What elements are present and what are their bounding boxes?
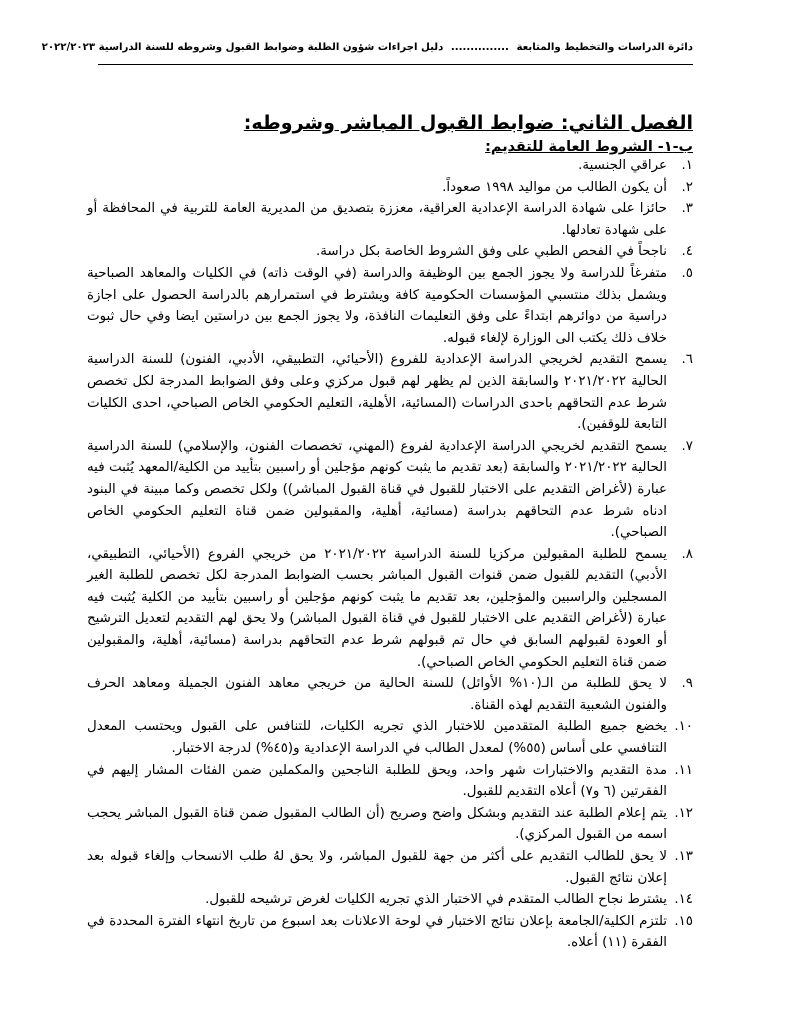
item-number: ١١.	[674, 762, 693, 778]
item-text: يشترط نجاح الطالب المتقدم في الاختبار الذي تجريه الكليات لغرض ترشيحه للقبول.	[205, 892, 667, 908]
item-number: ١٥.	[674, 913, 693, 929]
item-number: ٦.	[681, 352, 693, 368]
list-item	[87, 241, 693, 263]
list-item	[87, 716, 693, 759]
item-number: ٧.	[681, 438, 693, 454]
guide-title: دليل اجراءات شؤون الطلبة وضوابط القبول وشروطه للسنة الدراسية ٢٠٢٢/٢٠٢٣	[41, 42, 444, 53]
item-text: يتم إعلام الطلبة عند التقديم وبشكل واضح وصريح (أن الطالب المقبول ضمن قناة القبول المباشر يحجب اسمه من القبول المركزي).	[87, 805, 667, 843]
header-dots: ...............	[450, 42, 509, 53]
item-number: ٣.	[681, 201, 693, 217]
list-item	[87, 760, 693, 803]
item-text: مدة التقديم والاختبارات شهر واحد، ويحق للطلبة الناجحين والمكملين ضمن الفئات المشار إليهم في الفقرتين (٦ و٧) أعلاه التقديم للقبول.	[87, 762, 667, 800]
item-text: لا يحق للطالب التقديم على أكثر من جهة للقبول المباشر، ولا يحق لهُ طلب الانسحاب وإلغاء قبوله بعد إعلان نتائج القبول.	[87, 849, 667, 886]
header-rule	[98, 64, 693, 65]
item-text: متفرغاً للدراسة ولا يجوز الجمع بين الوظيفة والدراسة (في الوقت ذاته) في الكليات والمعاهد الصباحية ويشمل بذلك منتسبي المؤسسات الحكومية كافة ويشترط في استمرارهم بالدراسة الحصول على اجازة دراسية من دوائرهم ابتداءً على وفق التعليمات النافذة، ولا يجوز الجمع بين دراستين ايضا وفي حال ثبوت خلاف ذلك يكتب الى الوزارة لإلغاء قبوله.	[87, 265, 667, 346]
chapter-title: الفصل الثاني: ضوابط القبول المباشر وشروطه:	[243, 112, 693, 134]
item-text: يسمح التقديم لخريجي الدراسة الإعدادية للفروع (الأحيائي، التطبيقي، الأدبي، الفنون) للسنة الدراسية الحالية ٢٠٢١/٢٠٢٢ والسابقة الذين لم يظهر لهم قبول مركزي وعلى وفق الضوابط المدرجة لكل تخصص شرط عدم التحاقهم باحدى الدراسات (المسائية، الأهلية، التعليم الحكومي الخاص الصباحي، احدى الكليات التابعة للوقفين).	[87, 352, 667, 433]
item-number: ٤.	[681, 244, 693, 260]
list-item	[87, 911, 693, 954]
list-item	[87, 177, 693, 199]
list-item	[87, 436, 693, 544]
list-item	[87, 803, 693, 846]
running-header	[41, 41, 693, 55]
list-item	[87, 889, 693, 911]
item-number: ٨.	[681, 546, 693, 562]
item-number: ١٣.	[674, 849, 693, 864]
conditions-list	[87, 155, 693, 954]
item-number: ٢.	[681, 179, 693, 195]
item-text: يخضع جميع الطلبة المتقدمين للاختبار الذي تجريه الكليات، للتنافس على القبول ويحتسب المعدل التنافسي على أساس (٥٥%) لمعدل الطالب في الدراسة الإعدادية و(٤٥%) لدرجة الاختبار.	[87, 719, 667, 757]
item-text: أن يكون الطالب من مواليد ١٩٩٨ صعوداً.	[442, 179, 667, 195]
item-text: ناجحاً في الفحص الطبي على وفق الشروط الخاصة بكل دراسة.	[315, 244, 667, 260]
item-text: يسمح للطلبة المقبولين مركزيا للسنة الدراسية ٢٠٢١/٢٠٢٢ من خريجي الفروع (الأحيائي، التطبيقي، الأدبي) التقديم للقبول ضمن قنوات القبول المباشر بحسب الضوابط المدرجة لكل تخصص للطلبة الغير المسجلين والراسبين والمؤجلين، بعد تقديم ما يثبت كونهم مؤجلين أو راسبين بتأييد من الكلية يُثبت فيه عبارة (لأغراض التقديم على الاختبار للقبول في قناة القبول المباشر) ولا يحق لهم التقديم لتعديل الترشيح أو العودة لقبولهم السابق في حال تم قبولهم شرط عدم التحاقهم بدراسة (مسائية، أهلية، والمقبولين ضمن قناة التعليم الحكومي الخاص الصباحي).	[87, 546, 667, 670]
item-text: يسمح التقديم لخريجي الدراسة الإعدادية لفروع (المهني، تخصصات الفنون، والإسلامي) للسنة الدراسية الحالية ٢٠٢١/٢٠٢٢ والسابقة (بعد تقديم ما يثبت كونهم مؤجلين أو راسبين بتأييد من الكلية/المعهد يُثبت فيه عبارة (لأغراض التقديم على الاختبار للقبول في قناة القبول المباشر)) ولكل تخصص وكما مبينة في البنود ادناه شرط عدم التحاقهم بدراسة (مسائية، أهلية، والمقبولين ضمن قناة التعليم الحكومي الخاص الصباحي).	[87, 438, 667, 541]
item-number: ٥.	[681, 265, 693, 281]
item-text: تلتزم الكلية/الجامعة بإعلان نتائج الاختبار في لوحة الاعلانات بعد اسبوع من تاريخ انتهاء الفترة المحددة في الفقرة (١١) أعلاه.	[87, 913, 667, 951]
item-number: ١٤.	[674, 892, 693, 908]
item-number: ١.	[681, 158, 693, 173]
list-item	[87, 263, 693, 349]
item-number: ١٢.	[674, 805, 693, 821]
list-item	[87, 155, 693, 177]
list-item	[87, 673, 693, 716]
section-title: ب-١- الشروط العامة للتقديم:	[485, 139, 693, 155]
item-text: لا يحق للطلبة من الـ(١٠% الأوائل) للسنة الحالية من خريجي معاهد الفنون الجميلة ومعاهد الحرف والفنون الشعبية التقديم لهذه القناة.	[87, 676, 667, 713]
list-item	[87, 349, 693, 435]
item-text: حائزا على شهادة الدراسة الإعدادية العراقية، معززة بتصديق من المديرية العامة للتربية في المحافظة أو على شهادة تعادلها.	[87, 201, 667, 238]
department-name: دائرة الدراسات والتخطيط والمتابعة	[516, 42, 693, 53]
item-text: عراقي الجنسية.	[578, 158, 667, 173]
item-number: ١٠.	[674, 719, 693, 735]
list-item	[87, 544, 693, 674]
item-number: ٩.	[681, 676, 693, 692]
list-item	[87, 846, 693, 889]
list-item	[87, 198, 693, 241]
